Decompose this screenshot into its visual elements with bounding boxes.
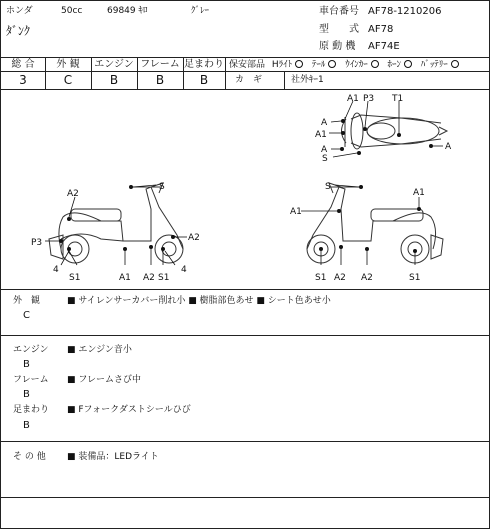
- grade-header-exterior: 外 観: [56, 59, 80, 70]
- label-left-4: 4: [53, 265, 59, 275]
- note-suspension-text: ■ Fフォークダストシールひび: [67, 405, 191, 415]
- circle-mark-icon: [371, 60, 379, 68]
- frame-number-label: 車台番号: [319, 6, 359, 17]
- label-left-s1: S1: [69, 273, 81, 283]
- label-left-s1b: S1: [158, 273, 170, 283]
- mileage: [107, 7, 148, 16]
- label-top-a2: A: [321, 145, 328, 155]
- grade-exterior: C: [63, 73, 73, 87]
- circle-mark-icon: [328, 60, 336, 68]
- model-name: ﾀﾞﾝｸ: [6, 24, 31, 38]
- equip-battery: ﾊﾞｯﾃﾘｰ: [420, 60, 448, 70]
- label-left-a2b: A2: [188, 233, 200, 243]
- key-label: カ ギ: [235, 75, 263, 85]
- engine-type-label: 原 動 機: [319, 41, 356, 52]
- displacement: 50cc: [61, 6, 83, 16]
- note-exterior-label: 外 観: [13, 296, 41, 306]
- scooter-diagram: [1, 89, 490, 289]
- label-right-a1: A1: [290, 207, 302, 217]
- equip-tail: ﾃｰﾙ: [311, 60, 326, 70]
- label-top-s: S: [322, 154, 328, 164]
- equipment-row: [229, 60, 459, 70]
- note-frame-label: フレーム: [13, 375, 49, 385]
- note-engine-text: ■ エンジン音小: [67, 345, 132, 355]
- label-left-a2: A2: [67, 189, 79, 199]
- grade-suspension: B: [199, 73, 209, 87]
- label-right-s1b: S1: [409, 273, 421, 283]
- label-top-a1: A1: [347, 94, 359, 104]
- circle-mark-icon: [404, 60, 412, 68]
- equip-winker: ｳｲﾝｶｰ: [345, 60, 368, 70]
- note-suspension-label: 足まわり: [13, 405, 50, 415]
- note-frame-grade: B: [23, 389, 30, 400]
- mileage-value: 69849: [107, 6, 136, 16]
- label-right-s: S: [325, 182, 331, 192]
- key-value: 社外ｷｰ1: [291, 75, 324, 85]
- label-left-a1: A1: [119, 273, 131, 283]
- engine-type-value: AF74E: [368, 41, 400, 52]
- note-other-text: ■ 装備品：LEDライト: [67, 452, 159, 462]
- grade-total: 3: [19, 73, 27, 87]
- frame-number-value: AF78-1210206: [368, 6, 442, 17]
- note-frame-text: ■ フレームさび中: [67, 375, 142, 385]
- note-engine-label: エンジン: [13, 345, 49, 355]
- equip-horn: ﾎｰﾝ: [387, 60, 401, 70]
- grade-engine: B: [109, 73, 119, 87]
- label-right-s1: S1: [315, 273, 327, 283]
- label-right-a2b: A2: [361, 273, 373, 283]
- circle-mark-icon: [295, 60, 303, 68]
- label-right-a1b: A1: [413, 188, 425, 198]
- grade-frame: B: [155, 73, 165, 87]
- label-left-4b: 4: [181, 265, 187, 275]
- label-right-a2: A2: [334, 273, 346, 283]
- label-top-a1b: A1: [315, 130, 327, 140]
- label-top-t1: T1: [392, 94, 404, 104]
- note-exterior-grade: C: [23, 310, 30, 321]
- color: ｸﾞﾚｰ: [191, 6, 210, 16]
- model-type-label: 型 式: [319, 24, 359, 35]
- label-left-s: S: [159, 182, 165, 192]
- equip-headlight: Hﾗｲﾄ: [271, 60, 293, 70]
- label-left-a2c: A2: [143, 273, 155, 283]
- equipment-label: 保安部品: [229, 60, 266, 70]
- note-other-label: そ の 他: [13, 452, 46, 462]
- note-suspension-grade: B: [23, 420, 30, 431]
- model-type-value: AF78: [368, 24, 394, 35]
- label-top-a3: A: [445, 142, 452, 152]
- label-top-a: A: [321, 118, 328, 128]
- label-left-p3: P3: [31, 238, 43, 248]
- grade-header-frame: フレーム: [140, 59, 180, 70]
- maker: ホンダ: [6, 6, 33, 16]
- mileage-unit: ｷﾛ: [138, 6, 148, 16]
- circle-mark-icon: [451, 60, 459, 68]
- note-engine-grade: B: [23, 359, 30, 370]
- grade-header-suspension: 足まわり: [184, 59, 224, 70]
- note-exterior-text: ■ サイレンサーカバー削れ小 ■ 樹脂部色あせ ■ シート色あせ小: [67, 296, 331, 306]
- grade-header-total: 総 合: [11, 59, 35, 70]
- label-top-p3: P3: [363, 94, 375, 104]
- grade-header-engine: エンジン: [94, 59, 134, 70]
